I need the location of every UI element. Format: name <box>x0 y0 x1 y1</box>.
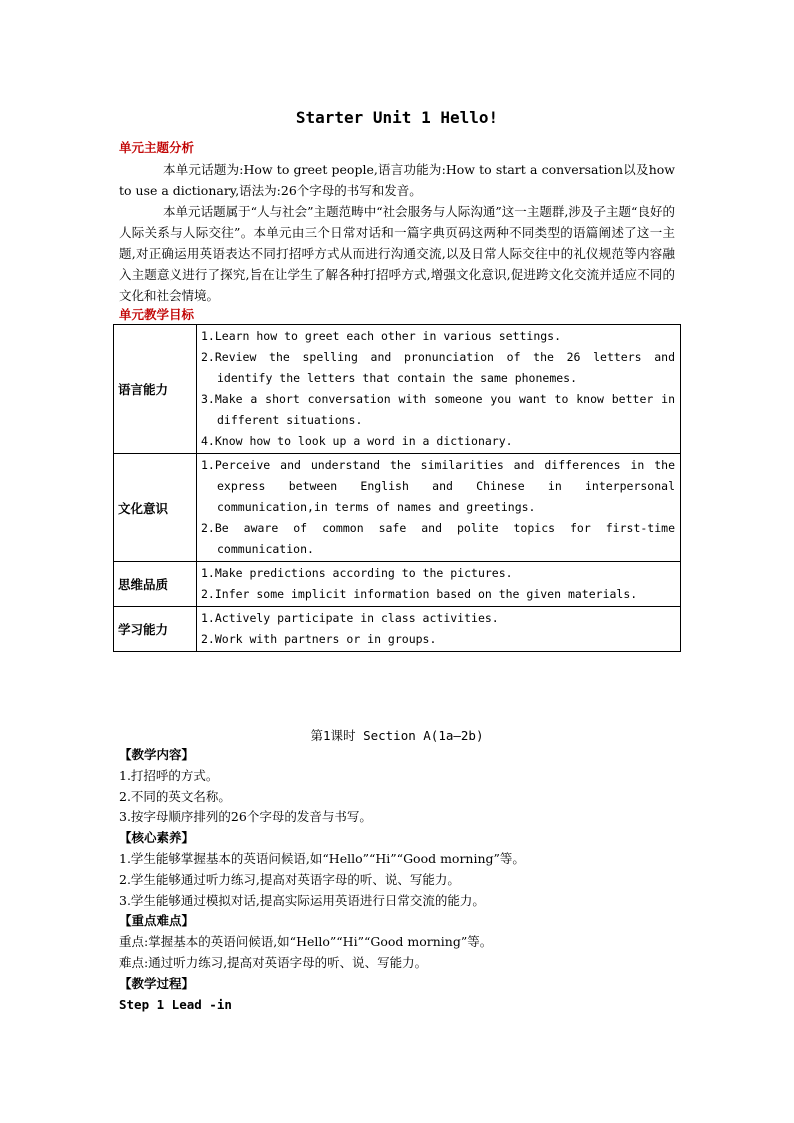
list-item: 2.Work with partners or in groups. <box>201 632 437 646</box>
list-item: 2.Infer some implicit information based on the given materials. <box>201 587 638 601</box>
category-cell: 思维品质 <box>114 562 197 607</box>
items-cell <box>197 325 681 454</box>
table-row <box>114 607 681 652</box>
list-item: 1.学生能够掌握基本的英语问候语,如“Hello”“Hi”“Good morning”等。 <box>119 850 525 866</box>
items-cell <box>197 607 681 652</box>
list-item: 1.Learn how to greet each other in various settings. <box>201 329 562 343</box>
category-cell: 学习能力 <box>114 607 197 652</box>
process-heading: 【教学过程】 <box>119 975 195 991</box>
list-item: 1.Perceive and understand the similarities and differences in the express between English and Chinese in interpersonal communication,in terms of names and greetings. <box>201 458 675 514</box>
items-cell <box>197 454 681 562</box>
category-cell: 语言能力 <box>114 325 197 454</box>
table-row <box>114 454 681 562</box>
unit-goals-heading: 单元教学目标 <box>119 307 195 322</box>
list-item: 3.Make a short conversation with someone you want to know better in different situations. <box>201 392 675 427</box>
list-item: 3.按字母顺序排列的26个字母的发音与书写。 <box>119 809 372 825</box>
lesson-body <box>119 745 689 1015</box>
analysis-paragraph-1: 本单元话题为:How to greet people,语言功能为:How to start a conversation以及how to use a dictionary,语法为:26个字母的书写和发音。 <box>119 162 675 198</box>
unit-goals-table <box>113 324 681 652</box>
list-item: 2.Review the spelling and pronunciation of the 26 letters and identify the letters that contain the same phonemes. <box>201 350 675 385</box>
category-cell: 文化意识 <box>114 454 197 562</box>
content-heading: 【教学内容】 <box>119 747 195 762</box>
document-title: Starter Unit 1 Hello! <box>295 108 499 127</box>
list-item: 1.Actively participate in class activities. <box>201 611 499 625</box>
items-cell <box>197 562 681 607</box>
literacy-heading: 【核心素养】 <box>119 830 195 846</box>
step-heading: Step 1 Lead -in <box>119 996 232 1012</box>
lesson-title: 第1课时 Section A(1a—2b) <box>310 728 484 743</box>
list-item: 1.Make predictions according to the pictures. <box>201 566 513 580</box>
analysis-paragraph-2: 本单元话题属于“人与社会”主题范畴中“社会服务与人际沟通”这一主题群,涉及子主题“良好的人际关系与人际交往”。本单元由三个日常对话和一篇字典页码这两种不同类型的语篇阐述了这一主题,对正确运用英语表达不同打招呼方式从而进行沟通交流,以及日常人际交往中的礼仪规范等内容融入主题意义进行了探究,旨在让学生了解各种打招呼方式,增强文化意识,促进跨文化交流并适应不同的文化和社会情境。 <box>119 204 675 303</box>
list-item: 2.不同的英文名称。 <box>119 788 231 804</box>
list-item: 4.Know how to look up a word in a dictionary. <box>201 434 513 448</box>
list-item: 1.打招呼的方式。 <box>119 767 219 783</box>
table-row <box>114 325 681 454</box>
key-heading: 【重点难点】 <box>119 913 195 929</box>
table-row <box>114 562 681 607</box>
list-item: 难点:通过听力练习,提高对英语字母的听、说、写能力。 <box>119 954 428 970</box>
list-item: 2.学生能够通过听力练习,提高对英语字母的听、说、写能力。 <box>119 871 460 887</box>
list-item: 重点:掌握基本的英语问候语,如“Hello”“Hi”“Good morning”等。 <box>119 934 493 950</box>
list-item: 3.学生能够通过模拟对话,提高实际运用英语进行日常交流的能力。 <box>119 892 485 908</box>
list-item: 2.Be aware of common safe and polite topics for first-time communication. <box>201 521 675 556</box>
unit-analysis-heading: 单元主题分析 <box>119 140 195 155</box>
